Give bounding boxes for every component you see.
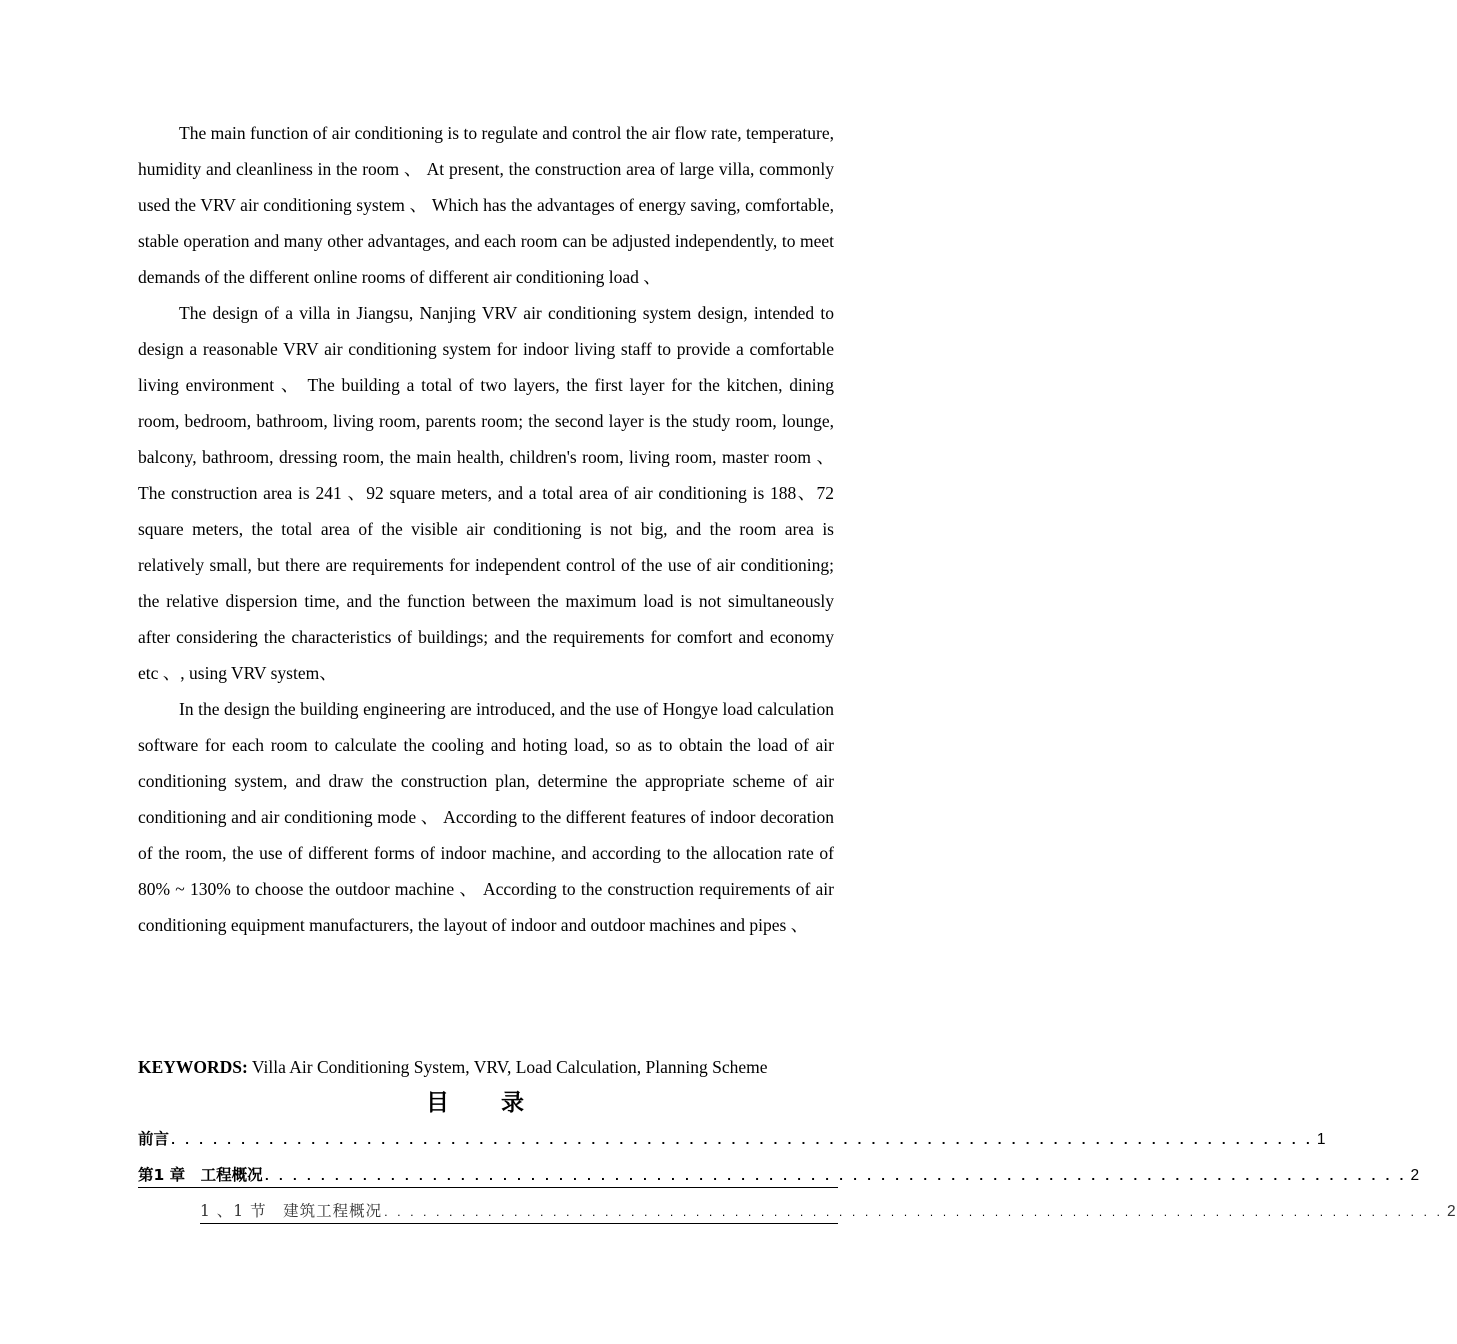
toc-entry-page: 2 bbox=[1447, 1203, 1457, 1220]
toc-entry-label: 第1 章 工程概况 bbox=[138, 1166, 263, 1184]
toc-dot-leader: . . . . . . . . . . . . . . . . . . . . . . . . . . . . . . . . . . . . . . . . . . . . . . . . . . . . . . . . . . . . . . . . . . . . . . . . . . . . . . . . . . bbox=[171, 1134, 1313, 1147]
toc-title: 目录 bbox=[426, 1090, 576, 1116]
toc-dot-leader: . . . . . . . . . . . . . . . . . . . . . . . . . . . . . . . . . . . . . . . . . . . . . . . . . . . . . . . . . . . . . . . . . . . . . . . . . . . . . . . . . . bbox=[384, 1206, 1444, 1219]
abstract-paragraph-1: The main function of air conditioning is to regulate and control the air flow rate, temperature, humidity and cleanliness in the room 、 At present, the construction area of large villa, commonly used the VRV air conditioning system 、 Which has the advantages of energy saving, comfortable, stable operation and many other advantages, and each room can be adjusted independently, to meet demands of the different online rooms of different air conditioning load 、 bbox=[138, 123, 834, 287]
abstract-paragraph-2: The design of a villa in Jiangsu, Nanjing VRV air conditioning system design, intended to design a reasonable VRV air conditioning system for indoor living staff to provide a comfortable living environment 、 The building a total of two layers, the first layer for the kitchen, dining room, bedroom, bathroom, living room, parents room; the second layer is the study room, lounge, balcony, bathroom, dressing room, the main health, children's room, living room, master room 、 The construction area is 241 、92 square meters, and a total area of air conditioning is 188、72 square meters, the total area of the visible air conditioning is not big, and the room area is relatively small, but there are requirements for independent control of the use of air conditioning; the relative dispersion time, and the function between the maximum load is not simultaneously after considering the characteristics of buildings; and the requirements for comfort and economy etc 、, using VRV system、 bbox=[138, 303, 834, 683]
toc-entry-section-1-1[interactable] bbox=[200, 1199, 1457, 1224]
toc-entry-preface[interactable] bbox=[138, 1127, 1326, 1151]
keywords-label: KEYWORDS: bbox=[138, 1057, 248, 1077]
toc-entry-label: 1 、1 节 建筑工程概况 bbox=[200, 1202, 383, 1220]
toc-dot-leader: . . . . . . . . . . . . . . . . . . . . . . . . . . . . . . . . . . . . . . . . . . . . . . . . . . . . . . . . . . . . . . . . . . . . . . . . . . . . . . . . . . bbox=[264, 1170, 1407, 1183]
toc-entry-page: 1 bbox=[1316, 1131, 1326, 1148]
toc-entry-page: 2 bbox=[1410, 1167, 1420, 1184]
abstract-paragraph-3: In the design the building engineering are introduced, and the use of Hongye load calculation software for each room to calculate the cooling and hoting load, so as to obtain the load of air conditioning system, and draw the construction plan, determine the appropriate scheme of air conditioning and air conditioning mode 、 According to the different features of indoor decoration of the room, the use of different forms of indoor machine, and according to the allocation rate of 80% ~ 130% to choose the outdoor machine 、 According to the construction requirements of air conditioning equipment manufacturers, the layout of indoor and outdoor machines and pipes 、 bbox=[138, 699, 834, 935]
abstract-body bbox=[138, 115, 834, 943]
toc-entry-label: 前言 bbox=[138, 1130, 170, 1148]
keywords-line bbox=[138, 1049, 858, 1085]
keywords-text: Villa Air Conditioning System, VRV, Load Calculation, Planning Scheme bbox=[247, 1057, 768, 1077]
toc-entry-chapter-1[interactable] bbox=[138, 1163, 1420, 1188]
